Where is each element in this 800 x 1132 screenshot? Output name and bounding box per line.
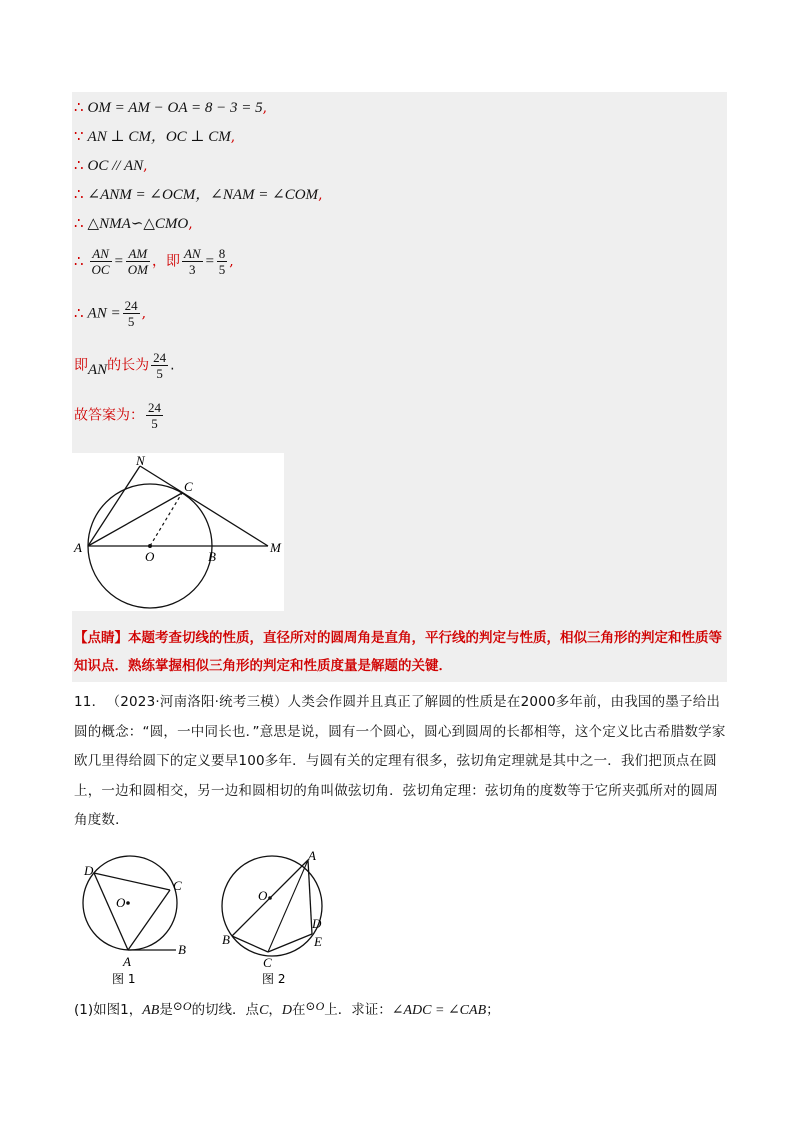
label-d: D — [312, 916, 322, 931]
fraction-an-3 — [182, 246, 203, 277]
solution-line-9 — [74, 400, 165, 431]
line-bc — [232, 936, 268, 952]
center-point — [126, 901, 130, 905]
period: . — [170, 357, 175, 374]
geometry-figure-tangent — [72, 453, 284, 611]
denominator: 3 — [189, 262, 196, 277]
question-text: 人类会作圆并且真正了解圆的性质是在2000多年前，由我国的墨子给出圆的概念：“圆，一中同长也．”意思是说，圆有一个圆心，圆心到圆周的长都相等，这个定义比古希腊数学家欧几里得给圆下的定义要早100多年．与圆有关的定理有很多，弦切角定理就是其中之一．我们把顶点在圆上，一边和圆相交，另一边和圆相切的角叫做弦切角．弦切角定理：弦切角的度数等于它所夹弧所对的圆周角度数． — [74, 694, 726, 828]
solution-line-4 — [74, 185, 323, 204]
solution-line-3 — [74, 156, 148, 175]
text: 在 — [292, 1002, 306, 1018]
center-point — [148, 544, 152, 548]
line-oc-dashed — [150, 493, 182, 546]
label-b: B — [208, 549, 216, 564]
comma: , — [143, 158, 148, 174]
numerator: 24 — [124, 298, 138, 313]
text: 是 — [159, 1002, 173, 1018]
comma: , — [229, 253, 234, 270]
circle-o-symbol: ⊙O — [305, 999, 325, 1013]
solution-line-6: ∴ $\frac{AN}{OC}$ = $\frac{AM}{OM}$ ，即 $\frac{AN}{3}$ = $\frac{8}{5}$ , — [74, 246, 234, 277]
label-n: N — [136, 453, 145, 468]
connector-text: ，即 — [151, 253, 180, 270]
fraction-24-5 — [146, 400, 163, 431]
comma: , — [230, 129, 236, 145]
center-point — [268, 896, 272, 900]
point-c: C — [259, 1003, 269, 1018]
answer-mid: 的长为 — [107, 357, 150, 374]
line-an — [88, 466, 140, 546]
label-c: C — [173, 878, 182, 893]
problem-figures — [72, 848, 372, 990]
remark-tag: 【点睛】 — [74, 630, 128, 646]
fraction-am-om — [126, 246, 150, 277]
numerator: 8 — [218, 246, 226, 261]
final-answer-label: 故答案为： — [74, 407, 144, 424]
equation: OM = AM − OA = 8 − 3 = 5 — [87, 100, 263, 116]
label-c: C — [184, 479, 193, 494]
text: 的切线．点 — [191, 1002, 260, 1018]
fraction-an-oc — [90, 246, 112, 277]
therefore-symbol: ∴ — [74, 251, 84, 270]
figure-svg — [72, 453, 284, 611]
equation: △NMA∽△CMO — [87, 216, 189, 232]
therefore-symbol: ∴ — [74, 98, 84, 116]
part-label: (1)如图1， — [74, 1002, 143, 1018]
fraction-8-5 — [217, 246, 228, 277]
denominator: 5 — [156, 366, 163, 381]
denominator: 5 — [218, 262, 226, 277]
remark-text: 本题考查切线的性质，直径所对的圆周角是直角，平行线的判定与性质，相似三角形的判定和性质等知识点．熟练掌握相似三角形的判定和性质度量是解题的关键． — [74, 630, 722, 674]
denominator: OM — [127, 262, 148, 277]
line-dc — [94, 873, 170, 890]
line-ca — [128, 890, 170, 950]
therefore-symbol: ∴ — [74, 303, 84, 322]
numerator: AN — [183, 246, 201, 261]
circle-o-symbol: ⊙O — [172, 999, 192, 1013]
comma: , — [318, 187, 323, 203]
segment-ab: AB — [142, 1003, 160, 1018]
numerator: 24 — [148, 400, 161, 415]
text: 上．求证： — [324, 1002, 392, 1018]
label-c: C — [263, 955, 272, 970]
therefore-symbol: ∴ — [74, 185, 84, 203]
solution-line-7 — [74, 298, 146, 329]
caption-figure-2: 图 2 — [262, 972, 286, 986]
because-symbol: ∵ — [74, 127, 84, 145]
fraction-24-5 — [123, 298, 140, 329]
therefore-symbol: ∴ — [74, 156, 84, 174]
equation: OC // AN — [87, 158, 144, 174]
label-a: A — [123, 954, 131, 969]
question-number: 11． — [74, 694, 106, 710]
answer-variable: AN — [88, 361, 108, 378]
solution-line-2 — [74, 127, 235, 146]
fraction-24-5 — [151, 350, 168, 381]
equation-lhs: AN = — [87, 305, 121, 322]
figure-1 — [83, 856, 186, 986]
solution-line-1 — [74, 98, 267, 117]
numerator: AN — [90, 246, 112, 262]
label-b: B — [178, 942, 186, 957]
equation: AN ⊥ CM，OC ⊥ CM — [87, 129, 231, 145]
line-ac — [88, 493, 182, 546]
problem-11 — [74, 688, 730, 836]
numerator: 24 — [153, 350, 167, 365]
comma: , — [141, 305, 147, 322]
denominator: OC — [91, 262, 110, 277]
label-a: A — [308, 848, 316, 863]
label-b: B — [222, 932, 230, 947]
point-d: D — [281, 1003, 293, 1018]
equation: ∠ANM = ∠OCM，∠NAM = ∠COM — [87, 187, 319, 203]
circle-fig2 — [222, 856, 322, 956]
text: ； — [486, 1002, 500, 1018]
solution-line-5 — [74, 214, 193, 233]
label-m: M — [270, 540, 281, 555]
comma: , — [188, 216, 193, 232]
comma: , — [262, 100, 268, 116]
caption-figure-1: 图 1 — [112, 972, 136, 986]
label-o: O — [145, 549, 155, 564]
figures-svg — [72, 848, 372, 990]
remark-paragraph — [74, 624, 722, 680]
figure-2 — [222, 848, 322, 986]
numerator: AM — [126, 246, 150, 262]
answer-prefix: 即 — [74, 357, 88, 374]
text: ， — [268, 1002, 282, 1018]
therefore-symbol: ∴ — [74, 214, 84, 232]
question-source: （2023·河南洛阳·统考三模） — [113, 694, 288, 710]
label-e: E — [314, 934, 322, 949]
denominator: 5 — [127, 314, 135, 329]
circle-fig1 — [83, 856, 177, 950]
part-1-question — [74, 1000, 730, 1021]
angle-equation: ∠ADC = ∠CAB — [391, 1003, 487, 1018]
label-o: O — [116, 895, 126, 910]
label-o: O — [258, 888, 268, 903]
label-d: D — [84, 863, 94, 878]
label-a: A — [74, 540, 82, 555]
solution-line-8 — [74, 350, 175, 381]
denominator: 5 — [151, 416, 158, 431]
